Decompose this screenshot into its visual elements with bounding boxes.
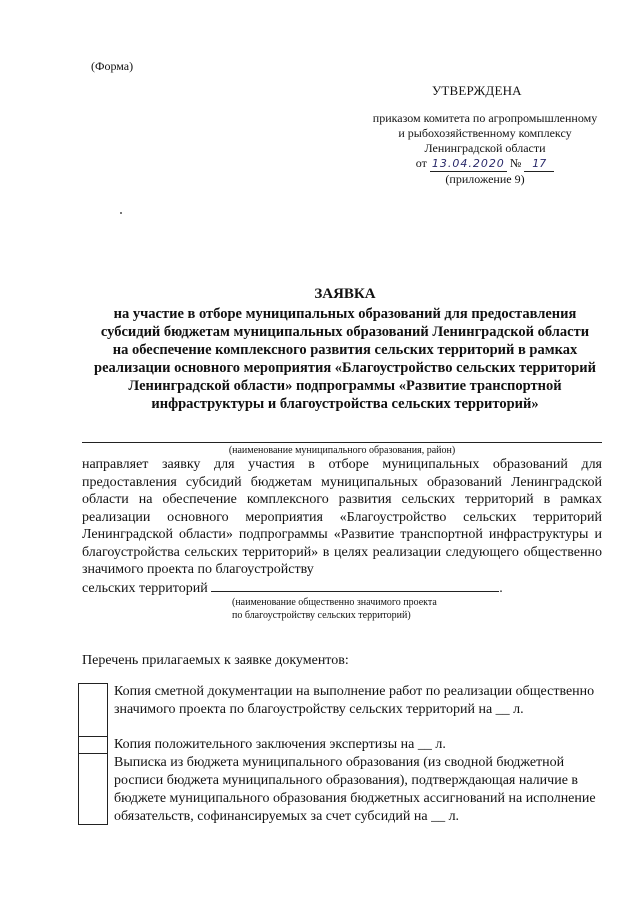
- project-caption: [232, 596, 437, 622]
- documents-list: [114, 683, 614, 826]
- project-caption-line-1: (наименование общественно значимого проекта: [232, 597, 437, 608]
- project-caption-line-2: по благоустройству сельских территорий): [232, 610, 411, 621]
- application-body: [82, 456, 602, 597]
- subtitle-line: реализации основного мероприятия «Благоустройство сельских территорий: [94, 360, 596, 376]
- document-heading: [60, 286, 630, 413]
- municipality-caption: (наименование муниципального образования, район): [228, 445, 456, 456]
- document-title: ЗАЯВКА: [314, 286, 376, 302]
- subtitle-line: на обеспечение комплексного развития сельских территорий в рамках: [112, 342, 578, 358]
- body-paragraph: направляет заявку для участия в отборе муниципальных образований для предоставления субсидий бюджетам муниципальных образований Ленинградской области на обеспечение комплексного развития сельских территорий в рамках реализации основного мероприятия «Благоустройство сельских территорий Ленинградской области» подпрограммы «Развитие транспортной инфраструктуры и благоустройства сельских территорий» в целях реализации следующего общественно значимого проекта по благоустройству: [82, 457, 602, 577]
- subtitle-line: субсидий бюджетам муниципальных образований Ленинградской области: [100, 324, 590, 340]
- body-last-line-end: .: [499, 580, 503, 596]
- documents-list-title: Перечень прилагаемых к заявке документов:: [82, 653, 349, 668]
- approval-block: [340, 111, 630, 187]
- subtitle-line: на участие в отборе муниципальных образований для предоставления: [113, 306, 577, 322]
- document-checkbox[interactable]: [78, 736, 108, 754]
- subtitle-line: Ленинградской области» подпрограммы «Развитие транспортной: [128, 378, 562, 394]
- document-checkbox[interactable]: [78, 683, 108, 737]
- municipality-fill-line: [82, 442, 602, 443]
- document-checkbox[interactable]: [78, 753, 108, 825]
- appendix-label: (приложение 9): [445, 172, 525, 186]
- body-last-line-start: сельских территорий: [82, 580, 208, 596]
- document-item: Копия положительного заключения экспертизы на __ л.: [114, 737, 446, 752]
- checkbox-column: [78, 683, 108, 825]
- document-item: Выписка из бюджета муниципального образования (из сводной бюджетной росписи бюджета муниципального образования), подтверждающая наличие в бюджете муниципального образования бюджетных ассигнований на исполнение обязательств, софинансируемых за счет субсидий на __ л.: [114, 755, 596, 824]
- handwritten-number: 17: [524, 156, 554, 172]
- approval-line-1: приказом комитета по агропромышленному: [372, 111, 598, 125]
- approval-title: УТВЕРЖДЕНА: [432, 83, 522, 98]
- project-fill-line: [211, 579, 499, 592]
- approval-date-line: [340, 156, 630, 172]
- subtitle-line: инфраструктуры и благоустройства сельских территорий»: [151, 396, 539, 412]
- number-label: №: [509, 156, 522, 170]
- approval-line-3: Ленинградской области: [424, 141, 546, 155]
- body-last-line: [82, 579, 602, 598]
- scan-speck: [120, 212, 122, 214]
- form-label: (Форма): [91, 59, 134, 73]
- document-item: Копия сметной документации на выполнение работ по реализации общественно значимого проекта по благоустройству сельских территорий на __ л.: [114, 684, 595, 717]
- approval-line-2: и рыбохозяйственному комплексу: [398, 126, 572, 140]
- handwritten-date: 13.04.2020: [431, 157, 505, 170]
- from-label: от: [415, 156, 427, 170]
